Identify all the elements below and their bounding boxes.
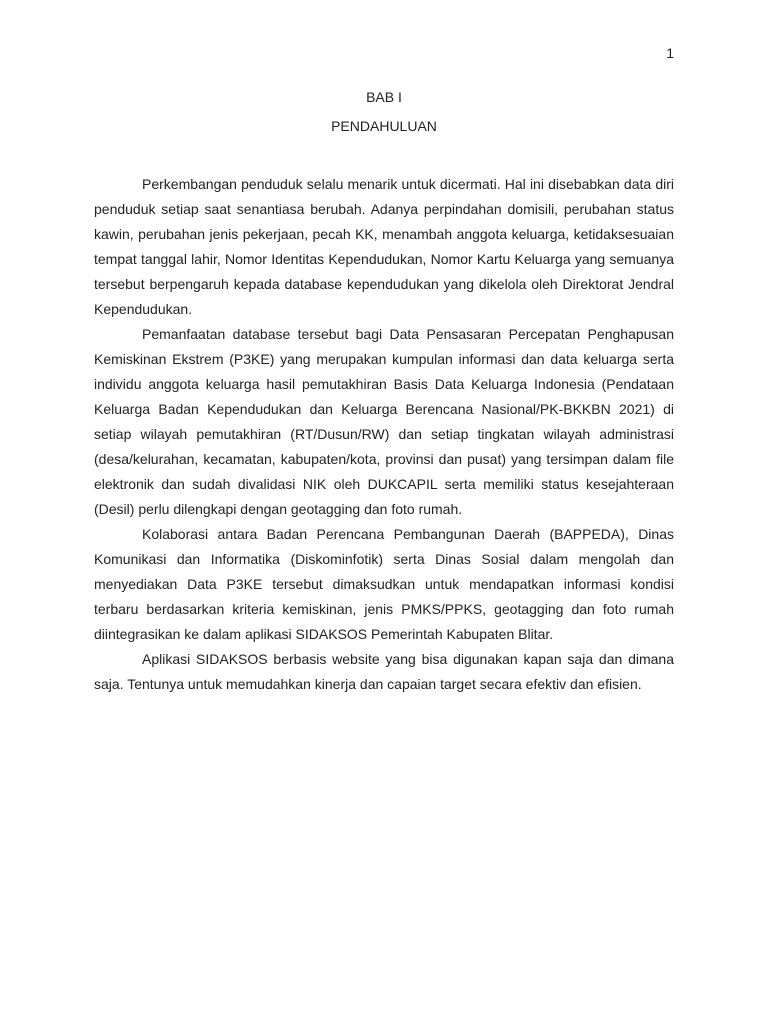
paragraph-2: Pemanfaatan database tersebut bagi Data Pensasaran Percepatan Penghapusan Kemiskinan Ekstrem (P3KE) yang merupakan kumpulan informasi dan data keluarga serta individu anggota keluarga hasil pemutakhiran Basis Data Keluarga Indonesia (Pendataan Keluarga Badan Kependudukan dan Keluarga Berencana Nasional/PK-BKKBN 2021) di setiap wilayah pemutakhiran (RT/Dusun/RW) dan setiap tingkatan wilayah administrasi (desa/kelurahan, kecamatan, kabupaten/kota, provinsi dan pusat) yang tersimpan dalam file elektronik dan sudah divalidasi NIK oleh DUKCAPIL serta memiliki status kesejahteraan (Desil) perlu dilengkapi dengan geotagging dan foto rumah. [94,326,674,517]
page-number: 1 [666,45,674,61]
body-text [94,172,674,697]
paragraph-1: Perkembangan penduduk selalu menarik untuk dicermati. Hal ini disebabkan data diri penduduk setiap saat senantiasa berubah. Adanya perpindahan domisili, perubahan status kawin, perubahan jenis pekerjaan, pecah KK, menambah anggota keluarga, ketidaksesuaian tempat tanggal lahir, Nomor Identitas Kependudukan, Nomor Kartu Keluarga yang semuanya tersebut berpengaruh kepada database kependudukan yang dikelola oleh Direktorat Jendral Kependudukan. [94,176,674,317]
paragraph-4: Aplikasi SIDAKSOS berbasis website yang bisa digunakan kapan saja dan dimana saja. Tentunya untuk memudahkan kinerja dan capaian target secara efektiv dan efisien. [94,651,674,692]
chapter-title: PENDAHULUAN [331,118,437,134]
paragraph-3: Kolaborasi antara Badan Perencana Pembangunan Daerah (BAPPEDA), Dinas Komunikasi dan Informatika (Diskominfotik) serta Dinas Sosial dalam mengolah dan menyediakan Data P3KE tersebut dimaksudkan untuk mendapatkan informasi kondisi terbaru berdasarkan kriteria kemiskinan, jenis PMKS/PPKS, geotagging dan foto rumah diintegrasikan ke dalam aplikasi SIDAKSOS Pemerintah Kabupaten Blitar. [94,526,674,642]
chapter-heading: BAB I [366,89,402,105]
